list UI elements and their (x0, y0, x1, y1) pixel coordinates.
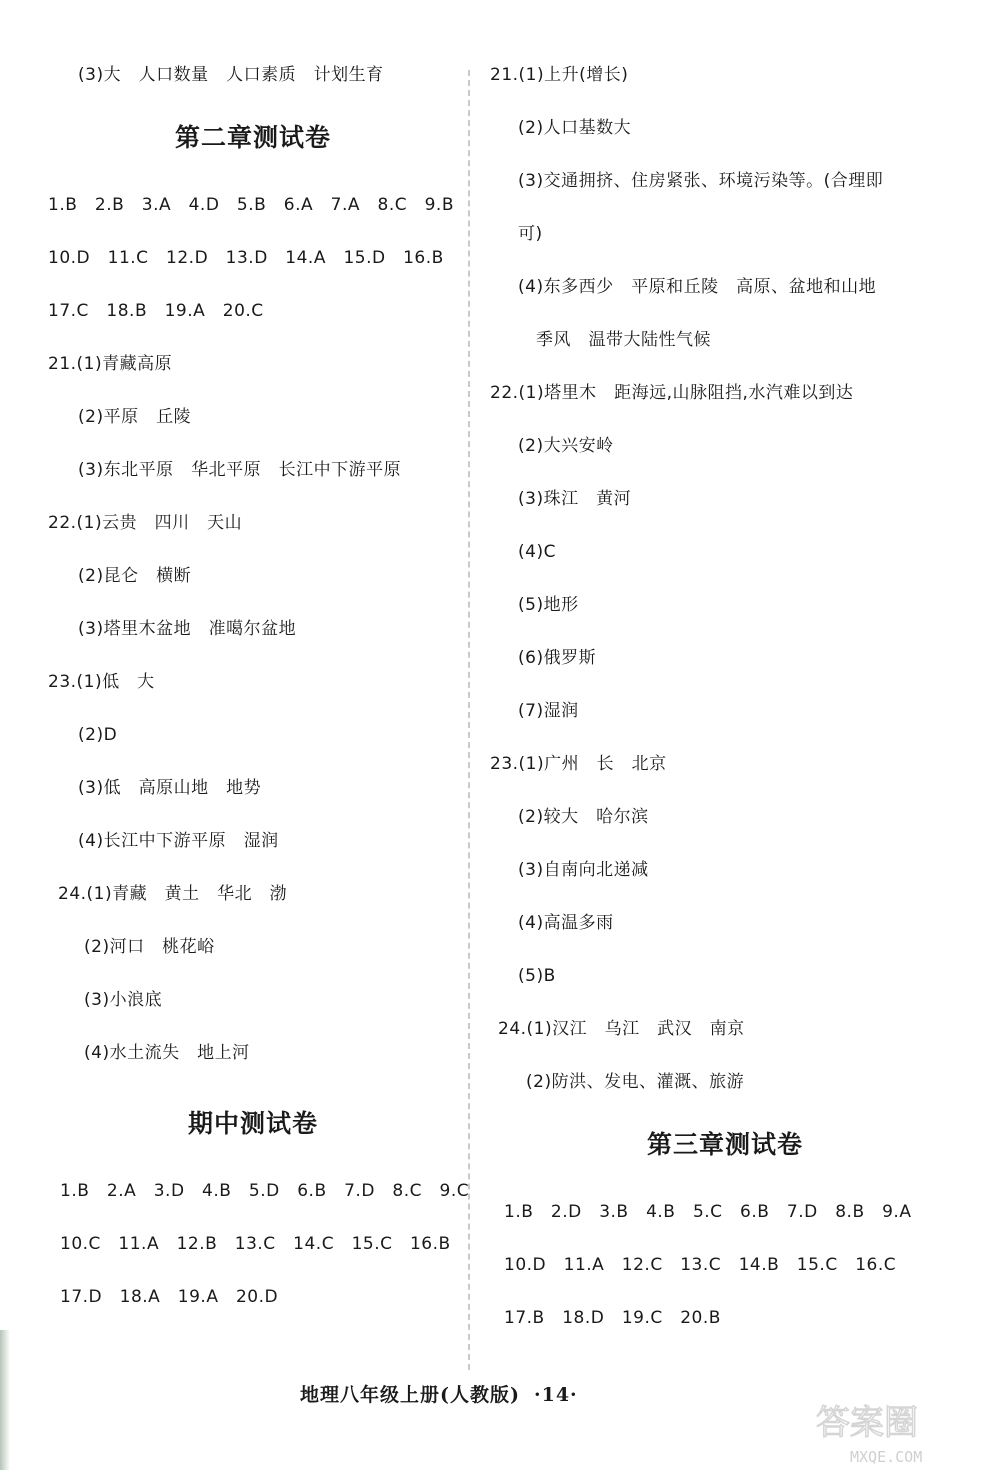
column-divider (468, 70, 470, 1370)
answer-line: (4)水土流失 地上河 (84, 1043, 250, 1063)
section-title-midterm: 期中测试卷 (187, 1109, 318, 1138)
answer-line: (4)长江中下游平原 湿润 (78, 831, 279, 851)
answer-line: (4)C (518, 542, 556, 562)
right-column (490, 62, 960, 1358)
answer-line: 10.D 11.C 12.D 13.D 14.A 15.D 16.B (48, 248, 444, 268)
answer-line: 季风 温带大陆性气候 (536, 330, 711, 350)
page-number: ·14· (533, 1384, 578, 1406)
answer-line: (2)平原 丘陵 (78, 407, 192, 427)
answer-line: 1.B 2.D 3.B 4.B 5.C 6.B 7.D 8.B 9.A (504, 1202, 912, 1222)
answer-line: (2)人口基数大 (518, 118, 632, 138)
answer-line: (6)俄罗斯 (518, 648, 597, 668)
answer-line: 22.(1)塔里木 距海远,山脉阻挡,水汽难以到达 (490, 383, 854, 403)
answer-line: 24.(1)汉江 乌江 武汉 南京 (498, 1019, 745, 1039)
answer-line: 24.(1)青藏 黄土 华北 渤 (58, 884, 288, 904)
watermark-logo (810, 1398, 990, 1470)
answer-line: (3)珠江 黄河 (518, 489, 632, 509)
answer-line: (4)东多西少 平原和丘陵 高原、盆地和山地 (518, 277, 877, 297)
answer-line: 10.C 11.A 12.B 13.C 14.C 15.C 16.B (60, 1234, 451, 1254)
answer-line: 17.D 18.A 19.A 20.D (60, 1287, 279, 1307)
answer-line: 17.C 18.B 19.A 20.C (48, 301, 264, 321)
answer-line: 10.D 11.A 12.C 13.C 14.B 15.C 16.C (504, 1255, 897, 1275)
answer-line: (2)D (78, 725, 118, 745)
watermark-url: MXQE.COM (850, 1448, 923, 1466)
answer-line: (2)大兴安岭 (518, 436, 614, 456)
section-title-chapter2: 第二章测试卷 (174, 123, 331, 152)
answer-line: 21.(1)上升(增长) (490, 65, 629, 85)
answer-line: 可) (518, 224, 543, 244)
answer-line: (3)交通拥挤、住房紧张、环境污染等。(合理即 (518, 171, 884, 191)
answer-line: (4)高温多雨 (518, 913, 614, 933)
watermark-logo-text: 答案圈 (816, 1403, 918, 1443)
answer-line: (3)塔里木盆地 准噶尔盆地 (78, 619, 297, 639)
page-footer (300, 1380, 700, 1407)
answer-line: 1.B 2.A 3.D 4.B 5.D 6.B 7.D 8.C 9.C (60, 1181, 470, 1201)
answer-line: (5)地形 (518, 595, 579, 615)
answer-line: (3)低 高原山地 地势 (78, 778, 262, 798)
answer-line: (2)防洪、发电、灌溉、旅游 (526, 1072, 745, 1092)
answer-line: (2)河口 桃花峪 (84, 937, 215, 957)
left-column (48, 62, 470, 1337)
answer-line: (3)小浪底 (84, 990, 163, 1010)
answer-line: 22.(1)云贵 四川 天山 (48, 513, 243, 533)
answer-line: (3)大 人口数量 人口素质 计划生育 (78, 65, 384, 85)
answer-line: (2)较大 哈尔滨 (518, 807, 649, 827)
answer-line: 17.B 18.D 19.C 20.B (504, 1308, 721, 1328)
answer-line: 21.(1)青藏高原 (48, 354, 173, 374)
book-title: 地理八年级上册(人教版) (300, 1384, 520, 1406)
answer-line: (3)自南向北递减 (518, 860, 649, 880)
answer-line: (3)东北平原 华北平原 长江中下游平原 (78, 460, 402, 480)
answer-line: 1.B 2.B 3.A 4.D 5.B 6.A 7.A 8.C 9.B (48, 195, 454, 215)
answer-line: 23.(1)广州 长 北京 (490, 754, 667, 774)
section-title-chapter3: 第三章测试卷 (646, 1130, 803, 1159)
answer-line: (7)湿润 (518, 701, 579, 721)
page-edge-shadow (0, 1330, 10, 1470)
answer-line: (2)昆仑 横断 (78, 566, 192, 586)
answer-line: 23.(1)低 大 (48, 672, 155, 692)
answer-line: (5)B (518, 966, 556, 986)
